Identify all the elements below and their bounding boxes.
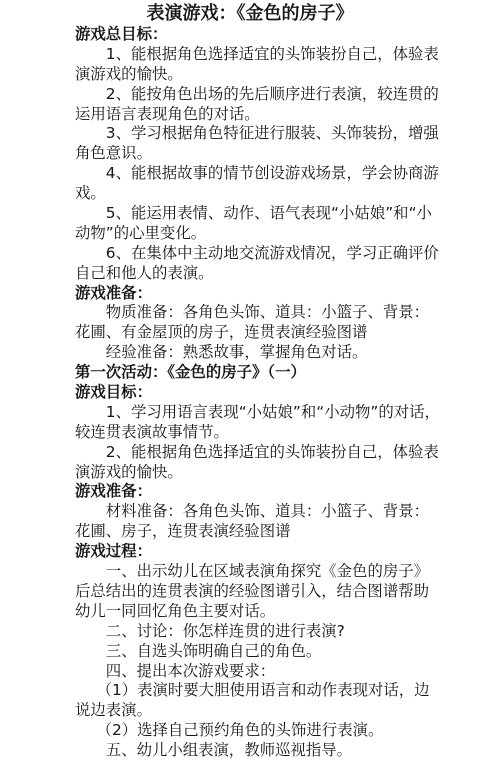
text-line: 后总结出的连贯表演的经验图谱引入，结合图谱帮助 [75, 581, 429, 600]
text-line: 戏。 [75, 184, 106, 203]
text-line: 物质准备：各角色头饰、道具：小篮子、背景： [105, 303, 430, 322]
text-line: 材料准备：各角色头饰、道具：小篮子、背景： [105, 502, 430, 521]
section-heading: 游戏过程： [75, 542, 152, 561]
text-line: 4、能根据故事的情节创设游戏场景，学会协商游 [105, 164, 439, 183]
section-heading: 游戏目标： [75, 383, 152, 402]
text-line: 演游戏的愉快。 [75, 462, 183, 481]
text-line: 自己和他人的表演。 [75, 263, 214, 282]
text-line: 3、学习根据角色特征进行服装、头饰装扮，增强 [105, 124, 439, 143]
text-line: 说边表演。 [75, 701, 152, 720]
text-line: 一、出示幼儿在区域表演角探究《金色的房子》 [105, 562, 430, 581]
text-line: 2、能按角色出场的先后顺序进行表演，较连贯的 [105, 84, 439, 103]
text-line: 1、学习用语言表现“小姑娘”和“小动物”的对话， [105, 402, 440, 421]
section-heading: 游戏总目标： [75, 25, 168, 43]
text-line: 幼儿一同回忆角色主要对话。 [75, 601, 276, 620]
text-line: 动物”的心里变化。 [75, 223, 207, 242]
text-line: 四、提出本次游戏要求： [105, 661, 276, 680]
section-heading: 游戏准备： [75, 283, 152, 302]
section-heading: 游戏准备： [75, 482, 152, 501]
text-line: 演游戏的愉快。 [75, 64, 183, 83]
text-line: 2、能根据角色选择适宜的头饰装扮自己，体验表 [105, 442, 439, 461]
text-line: 较连贯表演故事情节。 [75, 422, 229, 441]
text-line: 1、能根据角色选择适宜的头饰装扮自己，体验表 [105, 44, 439, 63]
text-line: 花圃、有金屋顶的房子，连贯表演经验图谱 [75, 323, 368, 342]
document-body [75, 25, 440, 761]
text-line: 花圃、房子，连贯表演经验图谱 [75, 522, 291, 541]
text-line: 三、自选头饰明确自己的角色。 [105, 641, 322, 660]
text-line: 经验准备：熟悉故事，掌握角色对话。 [105, 343, 368, 362]
text-line: 五、幼儿小组表演，教师巡视指导。 [105, 741, 353, 760]
text-line: 5、能运用表情、动作、语气表现“小姑娘”和“小 [105, 204, 432, 223]
text-line: 运用语言表现角色的对话。 [75, 104, 260, 123]
text-line: 6、在集体中主动地交流游戏情况，学习正确评价 [105, 243, 439, 262]
text-line: （1）表演时要大胆使用语言和动作表现对话，边 [96, 681, 430, 700]
document-title: 表演游戏：《金色的房子》 [146, 3, 354, 24]
text-line: 二、讨论：你怎样连贯的进行表演? [105, 621, 345, 640]
text-line: （2）选择自己预约角色的头饰进行表演。 [96, 721, 384, 740]
text-line: 角色意识。 [75, 144, 152, 163]
section-heading: 第一次活动：《金色的房子》（一） [75, 363, 306, 382]
